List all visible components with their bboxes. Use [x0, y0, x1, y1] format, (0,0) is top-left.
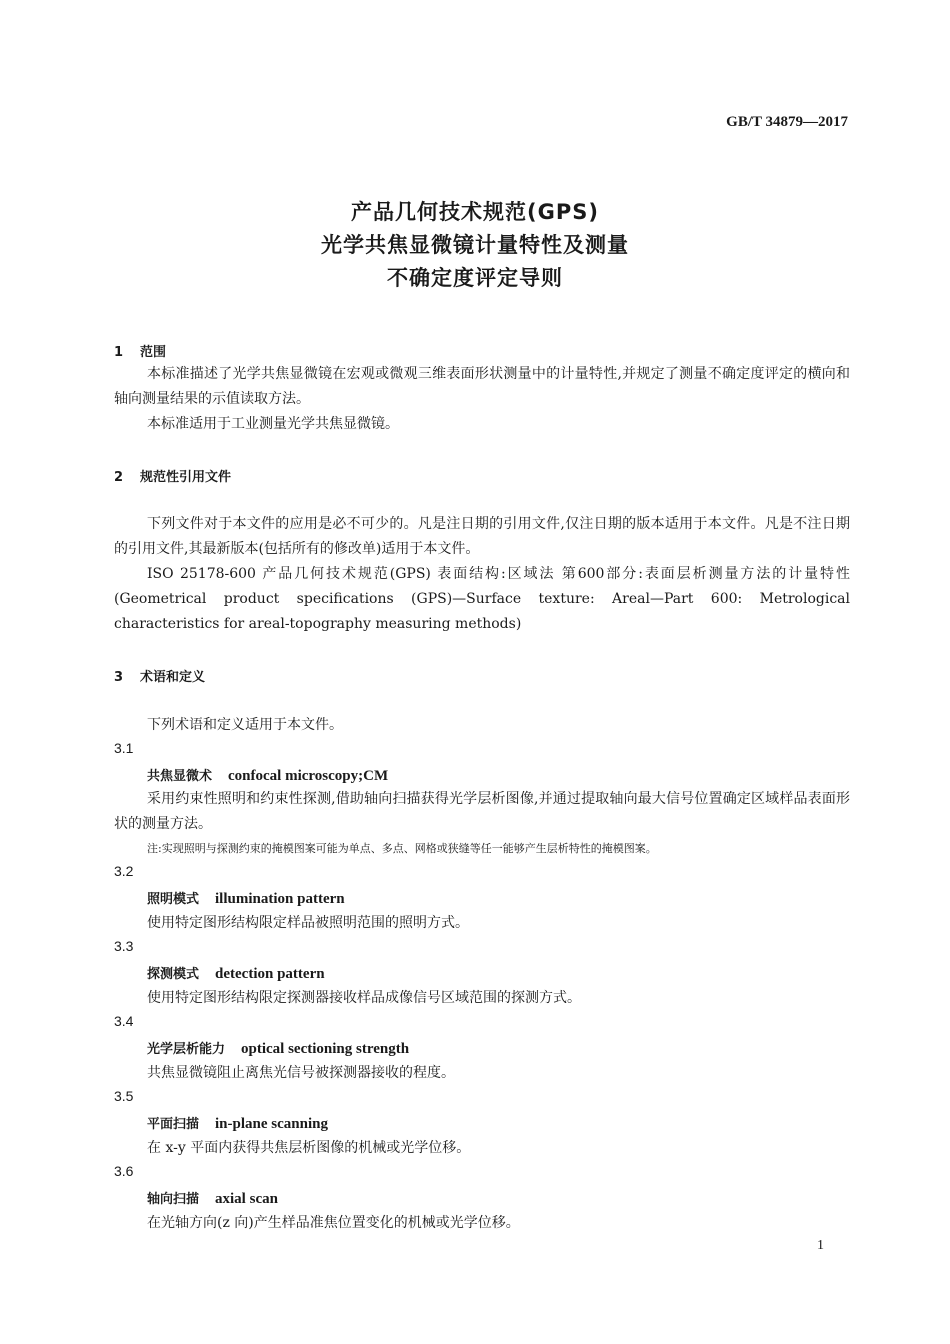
- term-number: 3.1: [114, 740, 134, 756]
- term-chinese: 轴向扫描: [147, 1192, 200, 1207]
- term-english: in-plane scanning: [215, 1116, 328, 1132]
- term-heading: [147, 963, 325, 983]
- term-note: 注:实现照明与探测约束的掩模图案可能为单点、多点、网格或狭缝等任一能够产生层析特性的掩模图案。: [147, 842, 657, 855]
- section-2-reference: ISO 25178-600 产品几何技术规范(GPS) 表面结构:区域法 第600部分:表面层析测量方法的计量特性(Geometrical product specifications (GPS)—Surface texture: Areal—Part 600: Metrological characteristics for areal-topography measuring methods): [114, 566, 850, 632]
- section-1-paragraph-2: 本标准适用于工业测量光学共焦显微镜。: [147, 416, 399, 432]
- term-definition: 共焦显微镜阻止离焦光信号被探测器接收的程度。: [147, 1065, 455, 1081]
- term-definition: 采用约束性照明和约束性探测,借助轴向扫描获得光学层析图像,并通过提取轴向最大信号位置确定区域样品表面形状的测量方法。: [114, 791, 850, 832]
- section-1-paragraph-1: 本标准描述了光学共焦显微镜在宏观或微观三维表面形状测量中的计量特性,并规定了测量不确定度评定的横向和轴向测量结果的示值读取方法。: [114, 366, 850, 407]
- document-title-line-2: 光学共焦显微镜计量特性及测量: [321, 233, 629, 257]
- standard-number: GB/T 34879—2017: [726, 114, 848, 130]
- section-title: 规范性引用文件: [140, 470, 232, 485]
- term-english: optical sectioning strength: [241, 1041, 410, 1057]
- section-2-heading: [114, 466, 231, 485]
- section-2-paragraph-1: 下列文件对于本文件的应用是必不可少的。凡是注日期的引用文件,仅注日期的版本适用于本文件。凡是不注日期的引用文件,其最新版本(包括所有的修改单)适用于本文件。: [114, 516, 850, 557]
- section-title: 范围: [140, 345, 167, 360]
- document-title-line-1: 产品几何技术规范(GPS): [351, 200, 599, 224]
- term-number: 3.3: [114, 938, 134, 954]
- term-definition: 在 x-y 平面内获得共焦层析图像的机械或光学位移。: [147, 1140, 471, 1156]
- term-heading: [147, 1038, 409, 1058]
- term-heading: [147, 765, 388, 785]
- section-3-intro: 下列术语和定义适用于本文件。: [147, 717, 343, 733]
- term-chinese: 光学层析能力: [147, 1042, 226, 1057]
- term-heading: [147, 1188, 278, 1208]
- term-chinese: 照明模式: [147, 892, 200, 907]
- term-chinese: 平面扫描: [147, 1117, 200, 1132]
- term-heading: [147, 1113, 328, 1133]
- term-definition: 使用特定图形结构限定样品被照明范围的照明方式。: [147, 915, 469, 931]
- term-number: 3.5: [114, 1088, 134, 1104]
- term-english: detection pattern: [215, 966, 325, 982]
- section-number: 1: [114, 345, 124, 360]
- section-number: 2: [114, 470, 124, 485]
- term-english: illumination pattern: [215, 891, 345, 907]
- term-chinese: 共焦显微术: [147, 769, 213, 784]
- page-number: 1: [817, 1238, 824, 1253]
- term-heading: [147, 888, 345, 908]
- term-number: 3.2: [114, 863, 134, 879]
- term-number: 3.4: [114, 1013, 134, 1029]
- section-title: 术语和定义: [140, 670, 206, 685]
- section-3-heading: [114, 666, 205, 685]
- section-1-heading: [114, 341, 166, 360]
- term-definition: 在光轴方向(z 向)产生样品准焦位置变化的机械或光学位移。: [147, 1215, 520, 1231]
- term-chinese: 探测模式: [147, 967, 200, 982]
- document-title-line-3: 不确定度评定导则: [387, 266, 563, 290]
- term-english: axial scan: [215, 1191, 278, 1207]
- term-definition: 使用特定图形结构限定探测器接收样品成像信号区域范围的探测方式。: [147, 990, 581, 1006]
- section-number: 3: [114, 670, 124, 685]
- term-english: confocal microscopy;CM: [228, 768, 389, 784]
- term-number: 3.6: [114, 1163, 134, 1179]
